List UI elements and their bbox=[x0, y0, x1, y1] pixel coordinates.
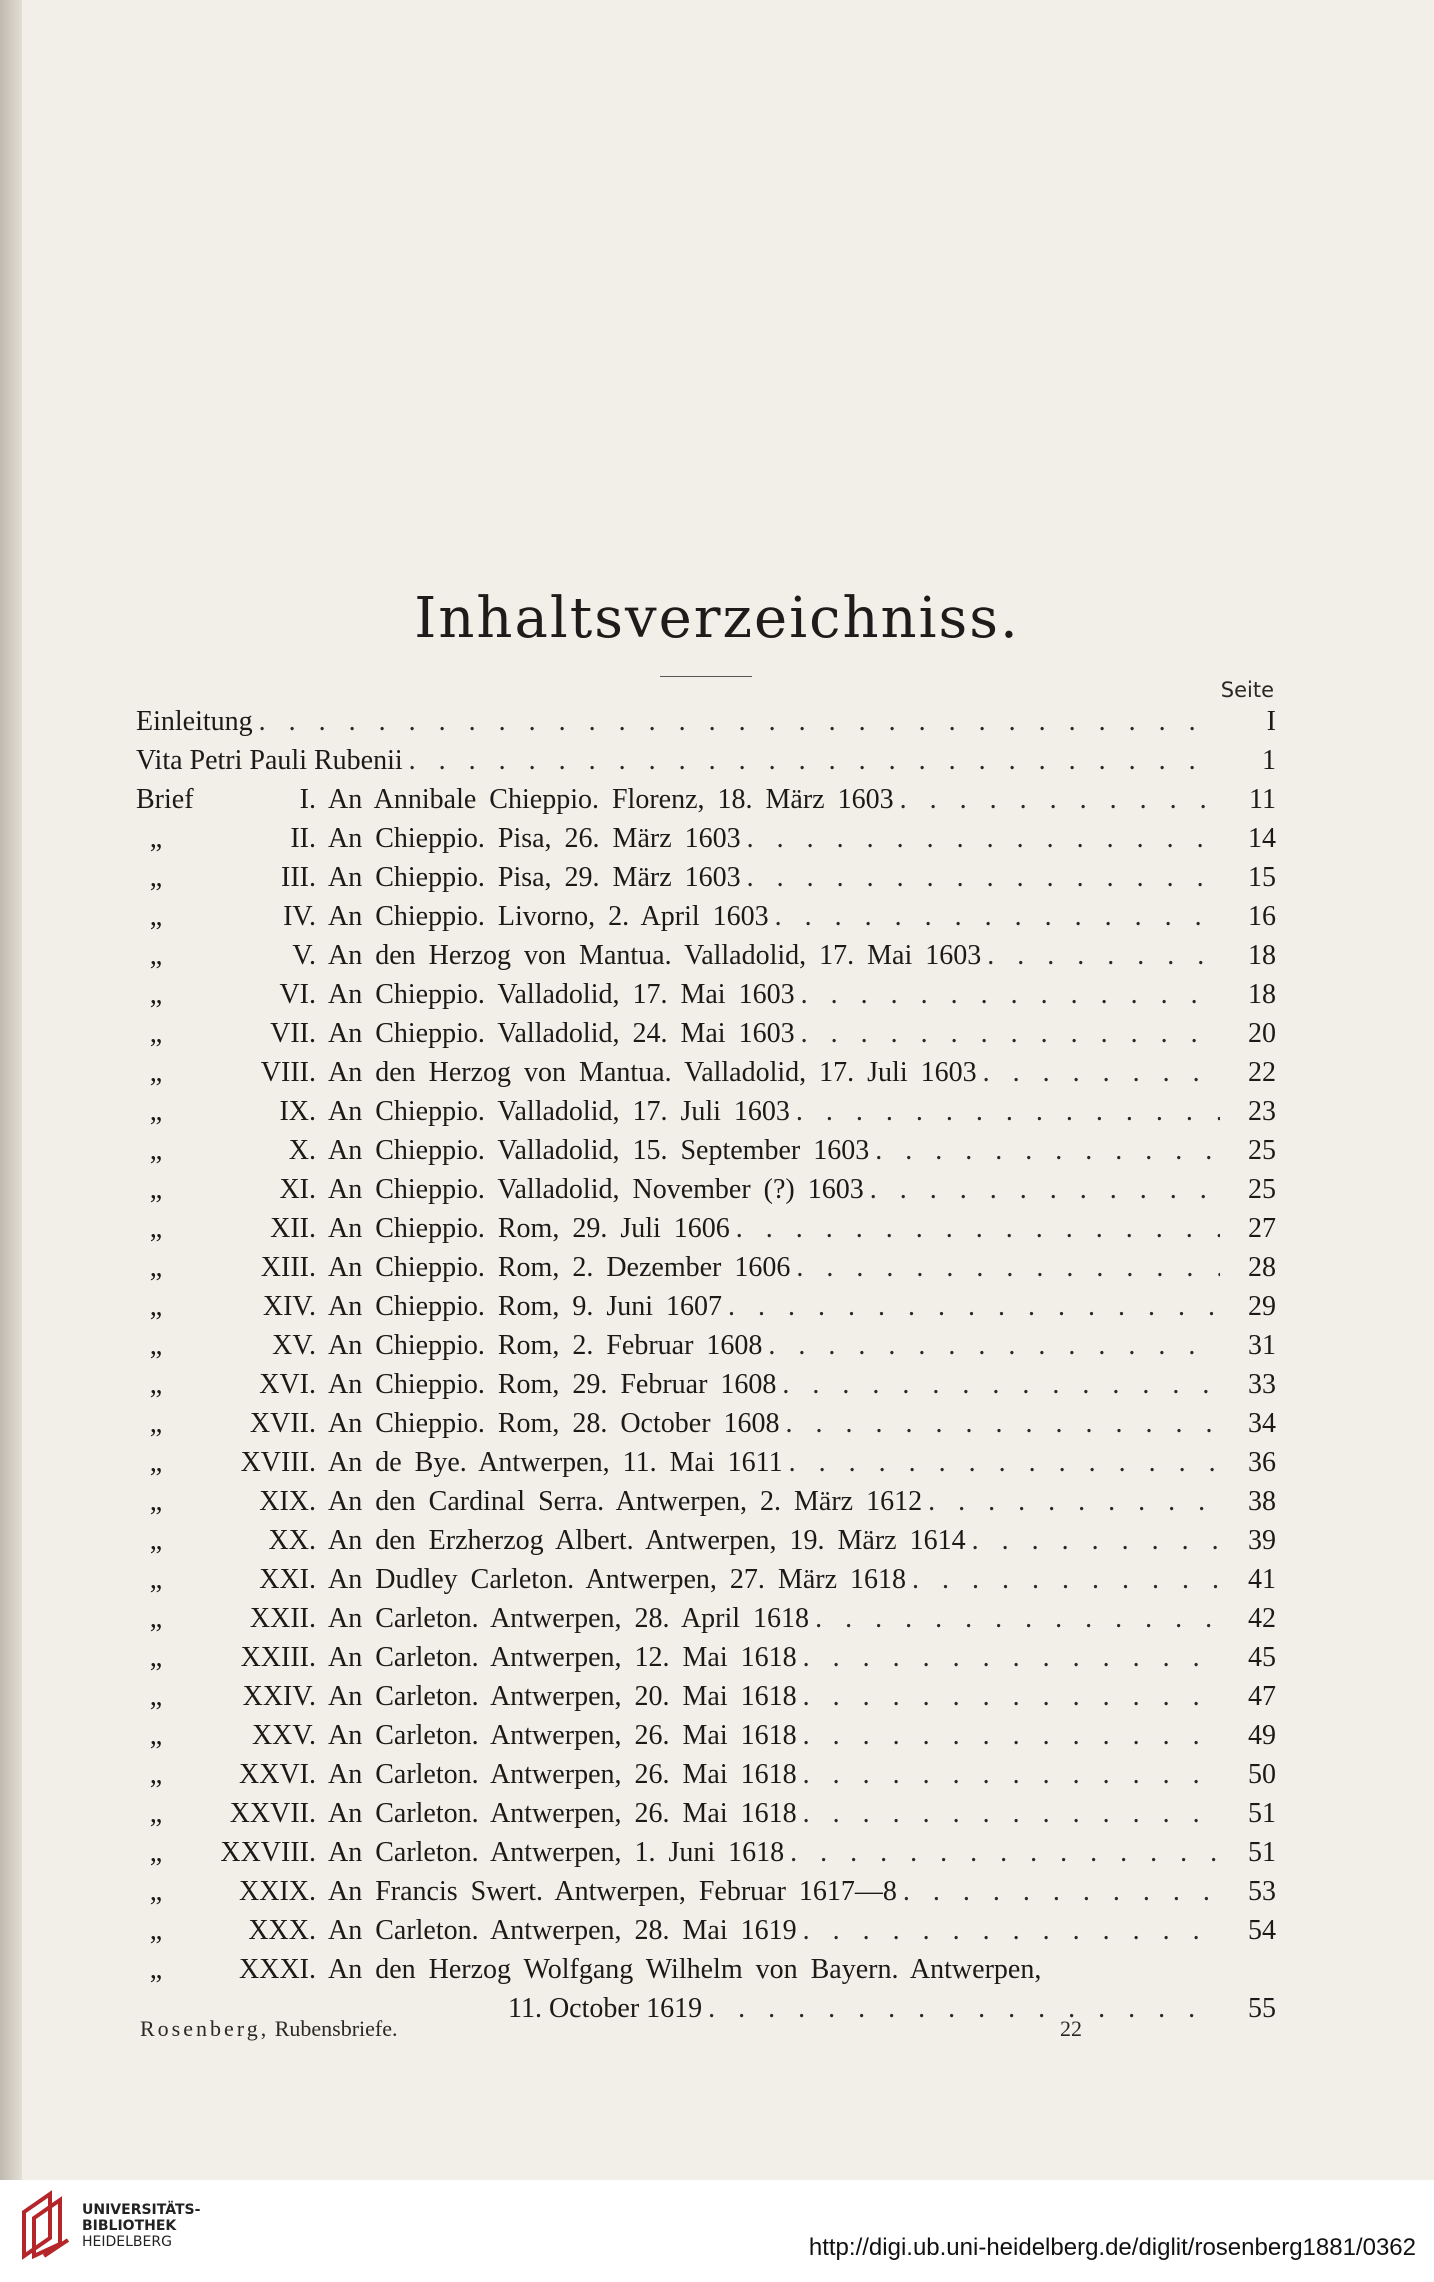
ditto-mark: „ bbox=[149, 1564, 163, 1595]
entry-title: 11. October 1619 bbox=[508, 1993, 703, 2024]
entry-title: An Carleton. Antwerpen, 26. Mai 1618 bbox=[328, 1759, 797, 1790]
letter-numeral: XXII. bbox=[249, 1603, 316, 1634]
permalink[interactable]: http://digi.ub.uni-heidelberg.de/diglit/rosenberg1881/0362 bbox=[808, 2234, 1416, 2261]
ditto-mark: „ bbox=[149, 1759, 163, 1790]
toc-entry bbox=[136, 1326, 1276, 1365]
entry-page: 25 bbox=[1248, 1135, 1276, 1166]
letter-numeral: XX. bbox=[268, 1525, 316, 1556]
leader-dots bbox=[912, 1560, 1220, 1599]
letter-numeral: XIII. bbox=[260, 1252, 316, 1283]
entry-title: An Annibale Chieppio. Florenz, 18. März 1603 bbox=[328, 784, 894, 815]
entry-title: An Chieppio. Rom, 9. Juni 1607 bbox=[328, 1291, 723, 1322]
ditto-mark: „ bbox=[149, 1642, 163, 1673]
entry-title: An den Erzherzog Albert. Antwerpen, 19. März 1614 bbox=[328, 1525, 966, 1556]
footer-author bbox=[140, 2016, 398, 2042]
toc-entry bbox=[136, 1209, 1276, 1248]
entry-title: An Chieppio. Rom, 29. Februar 1608 bbox=[328, 1369, 777, 1400]
entry-title: An Chieppio. Rom, 29. Juli 1606 bbox=[328, 1213, 730, 1244]
leader-dots bbox=[409, 741, 1220, 780]
ditto-mark: „ bbox=[149, 1330, 163, 1361]
leader-dots bbox=[987, 936, 1220, 975]
entry-title: An Carleton. Antwerpen, 26. Mai 1618 bbox=[328, 1720, 797, 1751]
ditto-mark: „ bbox=[149, 862, 163, 893]
entry-page: 25 bbox=[1248, 1174, 1276, 1205]
ditto-mark: „ bbox=[149, 1057, 163, 1088]
leader-dots bbox=[875, 1131, 1220, 1170]
entry-page: 20 bbox=[1248, 1018, 1276, 1049]
letter-numeral: VII. bbox=[270, 1018, 316, 1049]
ditto-mark: „ bbox=[149, 1603, 163, 1634]
leader-dots bbox=[801, 975, 1220, 1014]
letter-numeral: VIII. bbox=[260, 1057, 316, 1088]
ditto-mark: „ bbox=[149, 1837, 163, 1868]
entry-title: An Chieppio. Livorno, 2. April 1603 bbox=[328, 901, 769, 932]
page-column-header: Seite bbox=[1220, 678, 1274, 702]
leader-dots bbox=[708, 1989, 1220, 2028]
ditto-mark: „ bbox=[149, 1525, 163, 1556]
toc-entry bbox=[136, 1872, 1276, 1911]
leader-dots bbox=[803, 1677, 1220, 1716]
toc-entry bbox=[136, 1404, 1276, 1443]
entry-page: 42 bbox=[1248, 1603, 1276, 1634]
entry-page: 47 bbox=[1248, 1681, 1276, 1712]
entry-page: 34 bbox=[1248, 1408, 1276, 1439]
toc-entry bbox=[136, 1287, 1276, 1326]
entry-page: 31 bbox=[1248, 1330, 1276, 1361]
entry-title: An Chieppio. Valladolid, 15. September 1603 bbox=[328, 1135, 870, 1166]
letter-numeral: XV. bbox=[272, 1330, 316, 1361]
entry-page: 36 bbox=[1248, 1447, 1276, 1478]
letter-numeral: II. bbox=[290, 823, 316, 854]
toc-entry bbox=[136, 1521, 1276, 1560]
leader-dots bbox=[259, 702, 1220, 741]
entry-page: 27 bbox=[1248, 1213, 1276, 1244]
leader-dots bbox=[790, 1833, 1220, 1872]
entry-page: 50 bbox=[1248, 1759, 1276, 1790]
entry-page: 11 bbox=[1249, 784, 1276, 815]
entry-title: An Chieppio. Valladolid, 24. Mai 1603 bbox=[328, 1018, 795, 1049]
letter-numeral: I. bbox=[299, 784, 316, 815]
ditto-mark: „ bbox=[149, 1915, 163, 1946]
letter-numeral: XXV. bbox=[251, 1720, 316, 1751]
toc-entry bbox=[136, 1248, 1276, 1287]
entry-title: An Carleton. Antwerpen, 28. Mai 1619 bbox=[328, 1915, 797, 1946]
letter-numeral: XXVIII. bbox=[220, 1837, 316, 1868]
toc-entry bbox=[136, 1443, 1276, 1482]
entry-page: 54 bbox=[1248, 1915, 1276, 1946]
letter-numeral: XVII. bbox=[249, 1408, 316, 1439]
entry-title: An Chieppio. Valladolid, November (?) 1603 bbox=[328, 1174, 864, 1205]
library-footer-bar bbox=[0, 2180, 1434, 2282]
letter-numeral: XXIV. bbox=[242, 1681, 316, 1712]
entry-title: An Dudley Carleton. Antwerpen, 27. März 1618 bbox=[328, 1564, 906, 1595]
ditto-mark: „ bbox=[149, 1954, 163, 1985]
leader-dots bbox=[768, 1326, 1220, 1365]
entry-title: An Carleton. Antwerpen, 28. April 1618 bbox=[328, 1603, 810, 1634]
leader-dots bbox=[796, 1248, 1220, 1287]
ditto-mark: „ bbox=[149, 1213, 163, 1244]
letter-numeral: XIX. bbox=[259, 1486, 316, 1517]
entry-title: An den Herzog von Mantua. Valladolid, 17. Juli 1603 bbox=[328, 1057, 977, 1088]
entry-title: An Chieppio. Pisa, 26. März 1603 bbox=[328, 823, 741, 854]
leader-dots bbox=[870, 1170, 1220, 1209]
toc-entry bbox=[136, 897, 1276, 936]
entry-title: An Carleton. Antwerpen, 20. Mai 1618 bbox=[328, 1681, 797, 1712]
entry-page: 15 bbox=[1248, 862, 1276, 893]
toc-entry bbox=[136, 1131, 1276, 1170]
entry-page: 1 bbox=[1262, 745, 1276, 776]
toc-entry bbox=[136, 780, 1276, 819]
ditto-mark: „ bbox=[149, 1369, 163, 1400]
leader-dots bbox=[747, 858, 1220, 897]
ditto-mark: „ bbox=[149, 1252, 163, 1283]
letter-numeral: XXIX. bbox=[239, 1876, 316, 1907]
toc-entry bbox=[136, 1716, 1276, 1755]
ditto-mark: „ bbox=[149, 1174, 163, 1205]
letter-numeral: XVI. bbox=[259, 1369, 316, 1400]
entry-title: An Chieppio. Valladolid, 17. Mai 1603 bbox=[328, 979, 795, 1010]
letter-numeral: XI. bbox=[279, 1174, 316, 1205]
letter-numeral: X. bbox=[288, 1135, 316, 1166]
entry-title: An de Bye. Antwerpen, 11. Mai 1611 bbox=[328, 1447, 783, 1478]
work-title: Rubensbriefe. bbox=[274, 2016, 398, 2041]
entry-title: An den Herzog von Mantua. Valladolid, 17. Mai 1603 bbox=[328, 940, 982, 971]
leader-dots bbox=[903, 1872, 1220, 1911]
ditto-mark: „ bbox=[149, 1096, 163, 1127]
toc-entry bbox=[136, 1599, 1276, 1638]
letter-numeral: XXI. bbox=[259, 1564, 316, 1595]
entry-title: An Carleton. Antwerpen, 26. Mai 1618 bbox=[328, 1798, 797, 1829]
ditto-mark: „ bbox=[149, 1291, 163, 1322]
toc-entry bbox=[136, 1755, 1276, 1794]
leader-dots bbox=[728, 1287, 1220, 1326]
letter-numeral: XXVI. bbox=[239, 1759, 316, 1790]
letter-numeral: XII. bbox=[270, 1213, 316, 1244]
leader-dots bbox=[803, 1638, 1220, 1677]
ditto-mark: „ bbox=[149, 940, 163, 971]
entry-page: 39 bbox=[1248, 1525, 1276, 1556]
entry-page: 16 bbox=[1248, 901, 1276, 932]
entry-page: 45 bbox=[1248, 1642, 1276, 1673]
leader-dots bbox=[803, 1716, 1220, 1755]
toc-entry bbox=[136, 975, 1276, 1014]
leader-dots bbox=[796, 1092, 1220, 1131]
entry-page: 55 bbox=[1248, 1993, 1276, 2024]
ditto-mark: „ bbox=[149, 1135, 163, 1166]
leader-dots bbox=[803, 1755, 1220, 1794]
entry-page: 18 bbox=[1248, 940, 1276, 971]
toc-entry bbox=[136, 1677, 1276, 1716]
toc-entry bbox=[136, 741, 1276, 780]
entry-title: An Chieppio. Rom, 28. October 1608 bbox=[328, 1408, 780, 1439]
title-divider bbox=[660, 676, 752, 677]
toc-entry bbox=[136, 1638, 1276, 1677]
entry-page: 29 bbox=[1248, 1291, 1276, 1322]
page-title: Inhaltsverzeichniss. bbox=[414, 586, 1020, 651]
toc-entry bbox=[136, 1482, 1276, 1521]
toc-entry bbox=[136, 702, 1276, 741]
ditto-mark: „ bbox=[149, 1681, 163, 1712]
entry-page: I bbox=[1266, 706, 1276, 737]
leader-dots bbox=[801, 1014, 1220, 1053]
entry-page: 23 bbox=[1248, 1096, 1276, 1127]
entry-page: 33 bbox=[1248, 1369, 1276, 1400]
letter-numeral: XIV. bbox=[262, 1291, 316, 1322]
entry-title: An Chieppio. Rom, 2. Dezember 1606 bbox=[328, 1252, 791, 1283]
toc-entry bbox=[136, 1833, 1276, 1872]
letter-numeral: VI. bbox=[279, 979, 316, 1010]
ditto-mark: „ bbox=[149, 1876, 163, 1907]
entry-title: An Carleton. Antwerpen, 12. Mai 1618 bbox=[328, 1642, 797, 1673]
letter-list bbox=[136, 780, 1276, 1950]
leader-dots bbox=[786, 1404, 1220, 1443]
library-name: UNIVERSITÄTS- BIBLIOTHEK HEIDELBERG bbox=[82, 2202, 201, 2250]
letter-numeral: IV. bbox=[283, 901, 316, 932]
ditto-mark: „ bbox=[149, 901, 163, 932]
toc-entry bbox=[136, 1911, 1276, 1950]
entry-page: 38 bbox=[1248, 1486, 1276, 1517]
entry-title: An Carleton. Antwerpen, 1. Juni 1618 bbox=[328, 1837, 785, 1868]
toc-entry bbox=[136, 858, 1276, 897]
toc-entry bbox=[136, 1365, 1276, 1404]
entry-title: An Francis Swert. Antwerpen, Februar 1617—8 bbox=[328, 1876, 897, 1907]
entry-title: Einleitung bbox=[136, 706, 253, 737]
ditto-mark: „ bbox=[149, 979, 163, 1010]
letter-numeral: IX. bbox=[279, 1096, 316, 1127]
entry-title: An Chieppio. Valladolid, 17. Juli 1603 bbox=[328, 1096, 790, 1127]
table-of-contents bbox=[136, 702, 1276, 2028]
toc-entry bbox=[136, 1560, 1276, 1599]
toc-entry bbox=[136, 936, 1276, 975]
letter-numeral: V. bbox=[292, 940, 316, 971]
letter-numeral: XXIII. bbox=[240, 1642, 316, 1673]
entry-title: Vita Petri Pauli Rubenii bbox=[136, 745, 403, 776]
sheet-signature: 22 bbox=[1060, 2016, 1082, 2041]
entry-page: 49 bbox=[1248, 1720, 1276, 1751]
entry-page: 22 bbox=[1248, 1057, 1276, 1088]
leader-dots bbox=[983, 1053, 1220, 1092]
entry-page: 28 bbox=[1248, 1252, 1276, 1283]
letter-numeral: XXXI. bbox=[239, 1954, 316, 1985]
toc-entry bbox=[136, 1014, 1276, 1053]
author-name: Rosenberg, bbox=[140, 2016, 270, 2041]
entry-page: 51 bbox=[1248, 1798, 1276, 1829]
leader-dots bbox=[803, 1911, 1220, 1950]
ditto-mark: „ bbox=[149, 1018, 163, 1049]
toc-entry bbox=[136, 1092, 1276, 1131]
leader-dots bbox=[775, 897, 1220, 936]
entry-title: An den Herzog Wolfgang Wilhelm von Bayern. Antwerpen, bbox=[328, 1954, 1042, 1985]
brief-label: Brief bbox=[136, 784, 194, 815]
entry-page: 14 bbox=[1248, 823, 1276, 854]
ditto-mark: „ bbox=[149, 1720, 163, 1751]
leader-dots bbox=[789, 1443, 1220, 1482]
toc-entry bbox=[136, 1053, 1276, 1092]
ditto-mark: „ bbox=[149, 1486, 163, 1517]
leader-dots bbox=[928, 1482, 1220, 1521]
entry-page: 51 bbox=[1248, 1837, 1276, 1868]
letter-numeral: XXVII. bbox=[229, 1798, 316, 1829]
toc-entry bbox=[136, 1794, 1276, 1833]
ditto-mark: „ bbox=[149, 1447, 163, 1478]
leader-dots bbox=[815, 1599, 1220, 1638]
ditto-mark: „ bbox=[149, 1798, 163, 1829]
leader-dots bbox=[782, 1365, 1220, 1404]
leader-dots bbox=[747, 819, 1220, 858]
letter-numeral: XVIII. bbox=[240, 1447, 316, 1478]
entry-page: 53 bbox=[1248, 1876, 1276, 1907]
entry-title: An Chieppio. Pisa, 29. März 1603 bbox=[328, 862, 741, 893]
leader-dots bbox=[972, 1521, 1220, 1560]
leader-dots bbox=[736, 1209, 1220, 1248]
toc-entry bbox=[136, 819, 1276, 858]
toc-entry bbox=[136, 1950, 1276, 1989]
entry-title: An den Cardinal Serra. Antwerpen, 2. März 1612 bbox=[328, 1486, 923, 1517]
entry-title: An Chieppio. Rom, 2. Februar 1608 bbox=[328, 1330, 763, 1361]
entry-page: 18 bbox=[1248, 979, 1276, 1010]
toc-entry bbox=[136, 1170, 1276, 1209]
letter-numeral: III. bbox=[281, 862, 316, 893]
library-logo-icon bbox=[20, 2190, 72, 2260]
letter-numeral: XXX. bbox=[248, 1915, 316, 1946]
book-spine-shadow bbox=[0, 0, 22, 2180]
ditto-mark: „ bbox=[149, 1408, 163, 1439]
entry-page: 41 bbox=[1248, 1564, 1276, 1595]
ditto-mark: „ bbox=[149, 823, 163, 854]
leader-dots bbox=[803, 1794, 1220, 1833]
leader-dots bbox=[900, 780, 1220, 819]
